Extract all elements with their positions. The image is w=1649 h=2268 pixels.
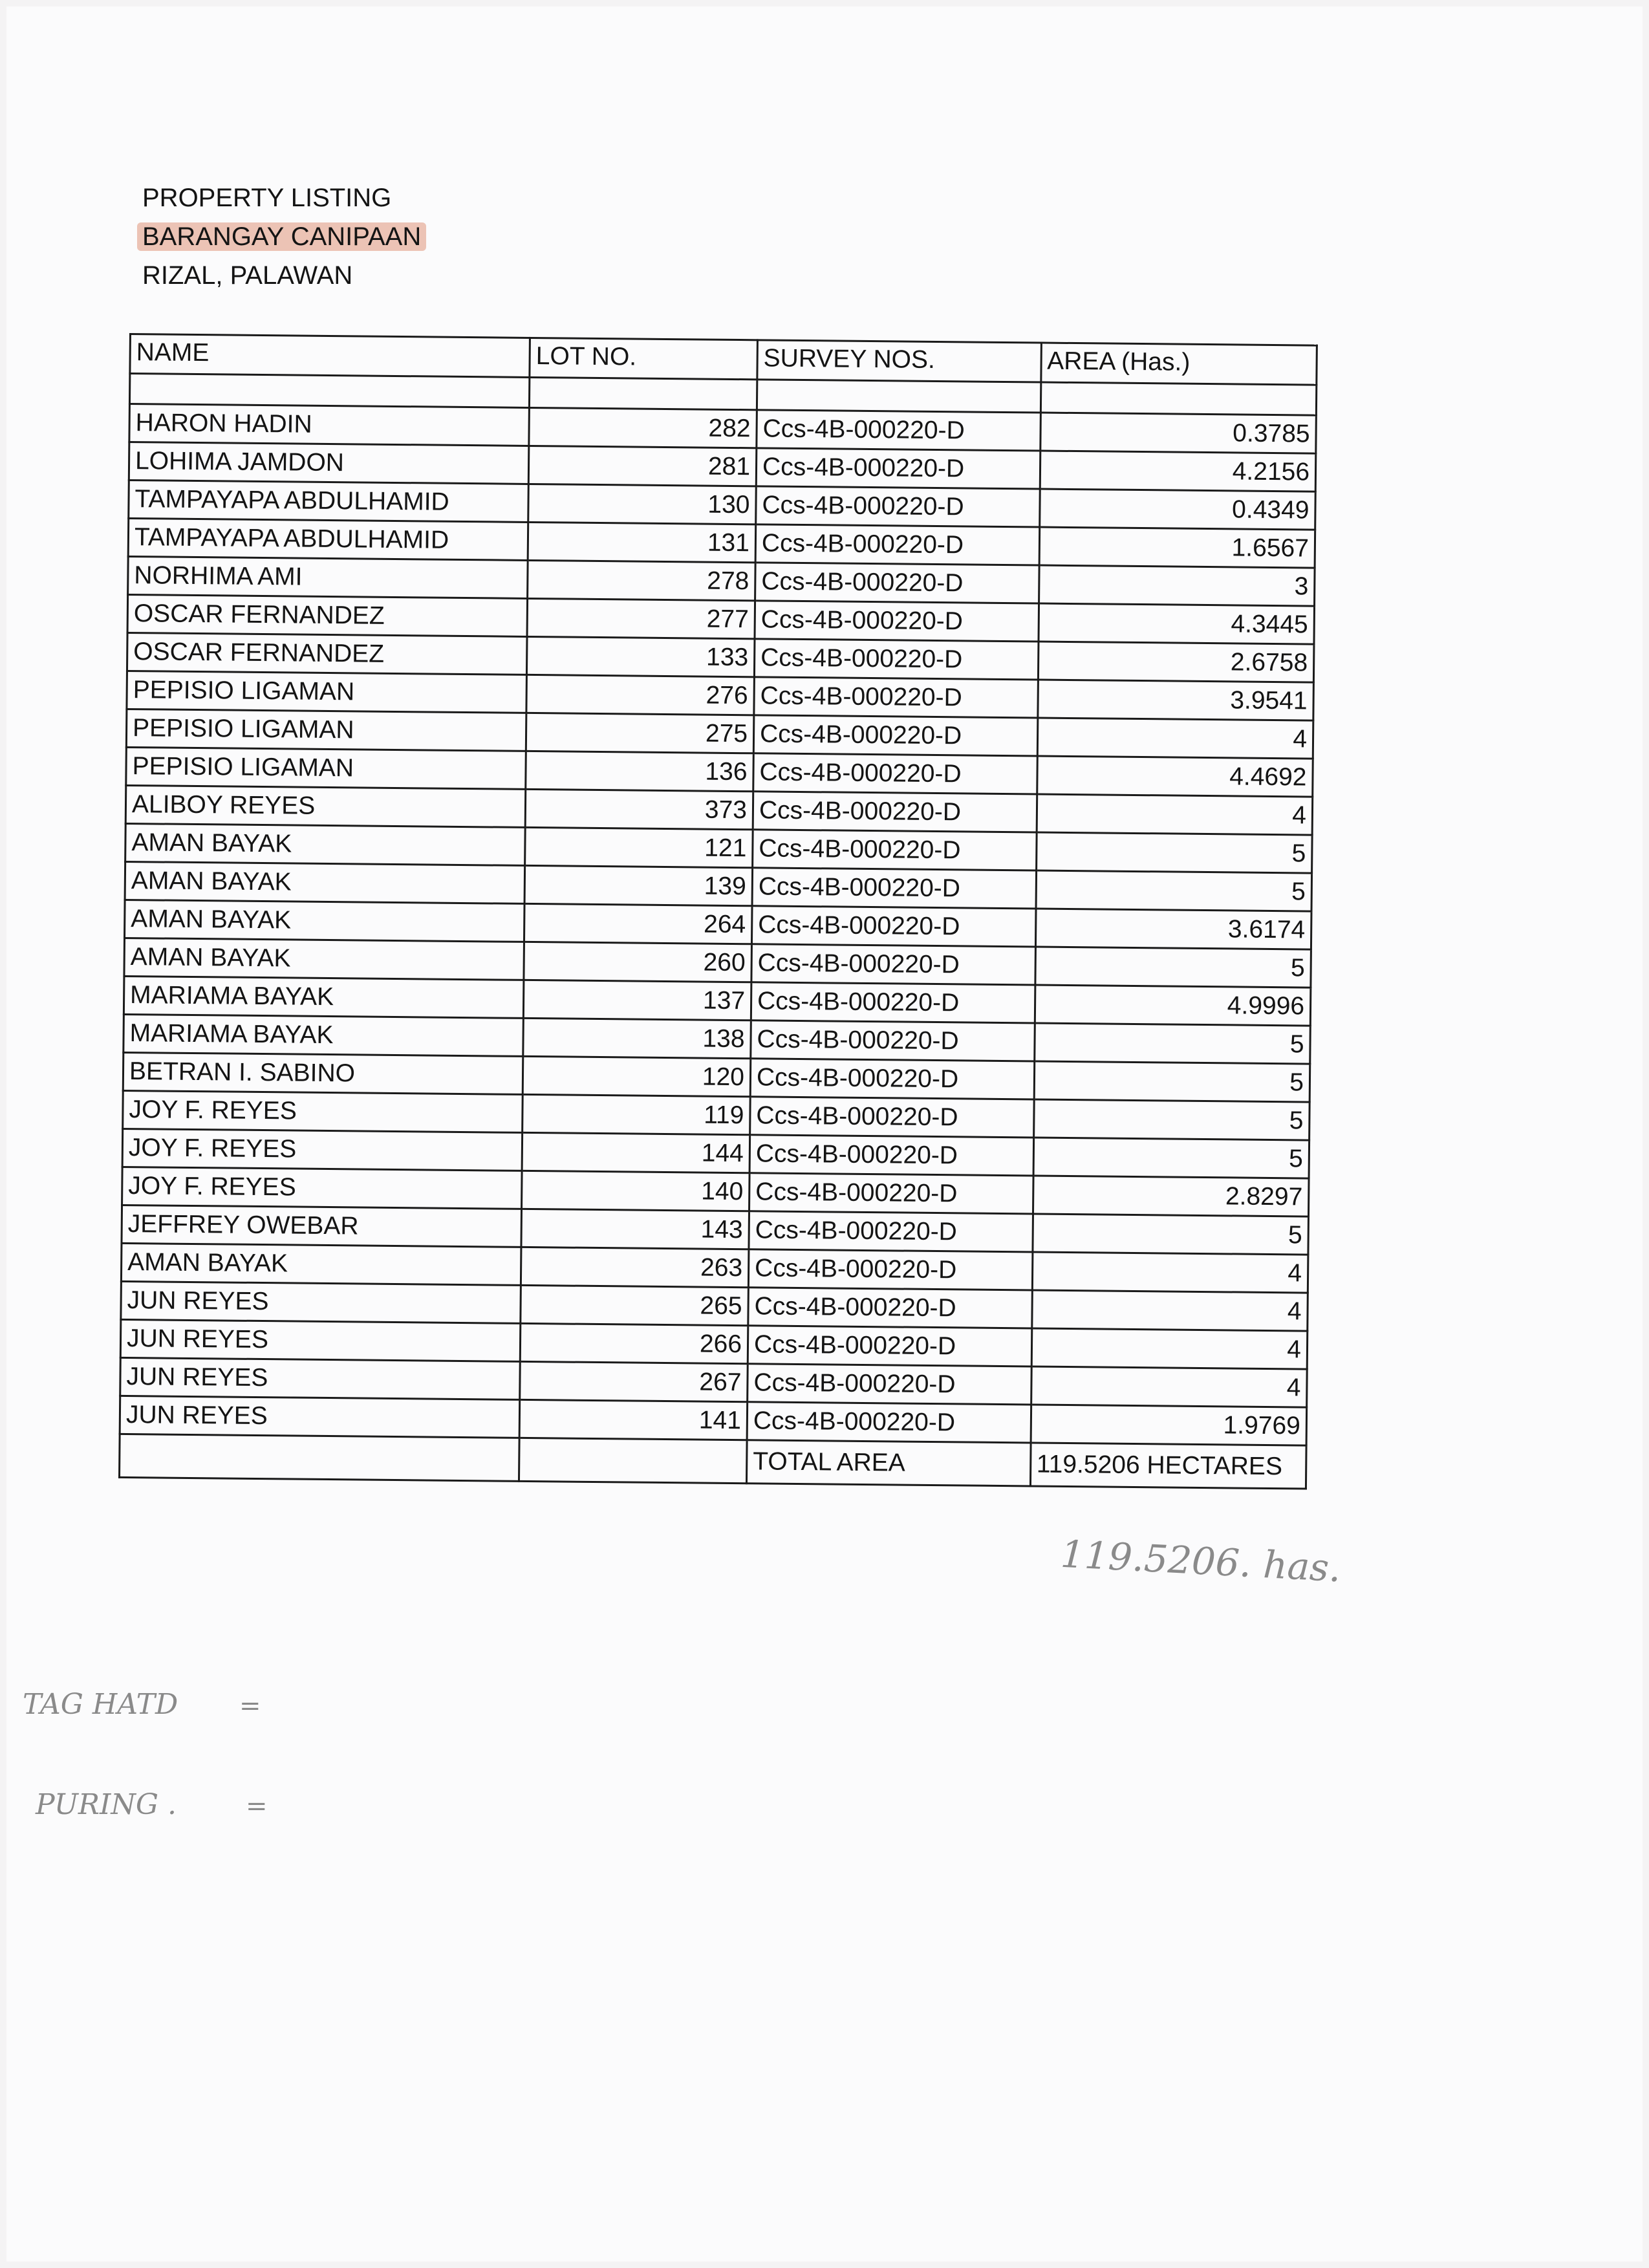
lot-number-cell: 120 [523, 1056, 750, 1096]
survey-number-cell: Ccs-4B-000220-D [748, 1364, 1031, 1405]
survey-number-cell: Ccs-4B-000220-D [754, 677, 1038, 718]
survey-number-cell: Ccs-4B-000220-D [747, 1402, 1031, 1443]
header-title: PROPERTY LISTING [142, 184, 392, 212]
owner-name-cell: PEPISIO LIGAMAN [126, 747, 526, 789]
table-cell [519, 1438, 748, 1483]
survey-number-cell: Ccs-4B-000220-D [748, 1249, 1032, 1290]
column-header-name: NAME [130, 334, 530, 378]
total-value: 119.5206 HECTARES [1030, 1443, 1306, 1489]
owner-name-cell: MARIAMA BAYAK [124, 976, 524, 1018]
owner-name-cell: JEFFREY OWEBAR [122, 1205, 522, 1247]
owner-name-cell: AMAN BAYAK [125, 900, 525, 942]
survey-number-cell: Ccs-4B-000220-D [751, 1021, 1035, 1061]
area-cell: 3.9541 [1037, 680, 1313, 720]
table-cell [1040, 382, 1317, 415]
column-header-area: AREA (Has.) [1040, 343, 1317, 385]
area-cell: 3.6174 [1035, 909, 1311, 949]
handwritten-total-note: 119.5206. has. [1059, 1531, 1342, 1591]
area-cell: 0.3785 [1040, 413, 1316, 453]
handwritten-mark-1: = [239, 1691, 261, 1721]
table-cell [757, 380, 1040, 413]
area-cell: 1.6567 [1039, 527, 1315, 568]
header-location: RIZAL, PALAWAN [142, 261, 353, 290]
survey-number-cell: Ccs-4B-000220-D [750, 1097, 1034, 1138]
survey-number-cell: Ccs-4B-000220-D [748, 1288, 1032, 1328]
lot-number-cell: 137 [523, 980, 751, 1020]
owner-name-cell: PEPISIO LIGAMAN [127, 671, 527, 713]
lot-number-cell: 282 [529, 407, 757, 448]
owner-name-cell: JUN REYES [120, 1396, 520, 1438]
area-cell: 2.6758 [1038, 642, 1314, 682]
lot-number-cell: 139 [524, 865, 752, 905]
area-cell: 5 [1033, 1138, 1310, 1178]
handwritten-note-1: TAG HATD [23, 1688, 178, 1721]
lot-number-cell: 131 [528, 522, 755, 562]
owner-name-cell: JUN REYES [120, 1357, 521, 1399]
survey-number-cell: Ccs-4B-000220-D [756, 486, 1040, 527]
document-header [142, 178, 426, 295]
survey-number-cell: Ccs-4B-000220-D [751, 906, 1035, 947]
owner-name-cell: NORHIMA AMI [128, 556, 528, 598]
lot-number-cell: 141 [519, 1399, 747, 1440]
lot-number-cell: 267 [520, 1361, 748, 1401]
area-cell: 3 [1039, 565, 1315, 606]
lot-number-cell: 281 [528, 446, 756, 486]
owner-name-cell: TAMPAYAPA ABDULHAMID [129, 481, 529, 523]
owner-name-cell: HARON HADIN [129, 404, 530, 446]
owner-name-cell: LOHIMA JAMDON [129, 442, 529, 484]
lot-number-cell: 266 [520, 1323, 748, 1363]
area-cell: 4.4692 [1037, 756, 1313, 797]
owner-name-cell: JOY F. REYES [123, 1090, 523, 1132]
area-cell: 5 [1033, 1099, 1310, 1140]
survey-number-cell: Ccs-4B-000220-D [749, 1135, 1033, 1176]
survey-number-cell: Ccs-4B-000220-D [751, 982, 1035, 1023]
area-cell: 0.4349 [1039, 489, 1315, 530]
lot-number-cell: 263 [521, 1247, 749, 1287]
table-body [120, 374, 1317, 1446]
area-cell: 5 [1033, 1214, 1309, 1255]
owner-name-cell: JUN REYES [121, 1281, 521, 1323]
survey-number-cell: Ccs-4B-000220-D [755, 563, 1039, 603]
area-cell: 4 [1032, 1252, 1308, 1293]
area-cell: 5 [1035, 947, 1311, 988]
survey-number-cell: Ccs-4B-000220-D [750, 1059, 1034, 1099]
survey-number-cell: Ccs-4B-000220-D [757, 410, 1040, 451]
area-cell: 4 [1031, 1328, 1308, 1369]
lot-number-cell: 265 [521, 1285, 748, 1325]
survey-number-cell: Ccs-4B-000220-D [753, 830, 1037, 870]
owner-name-cell: AMAN BAYAK [125, 823, 526, 865]
table-cell [530, 377, 757, 409]
area-cell: 4.9996 [1035, 985, 1311, 1026]
area-cell: 1.9769 [1031, 1405, 1307, 1445]
owner-name-cell: AMAN BAYAK [124, 938, 524, 980]
lot-number-cell: 144 [522, 1132, 749, 1172]
area-cell: 4 [1037, 718, 1313, 759]
survey-number-cell: Ccs-4B-000220-D [756, 448, 1040, 489]
table-cell [120, 1434, 520, 1481]
area-cell: 5 [1034, 1061, 1310, 1102]
area-cell: 5 [1036, 870, 1312, 911]
survey-number-cell: Ccs-4B-000220-D [749, 1211, 1033, 1252]
survey-number-cell: Ccs-4B-000220-D [749, 1173, 1033, 1214]
owner-name-cell: PEPISIO LIGAMAN [126, 709, 526, 751]
area-cell: 5 [1034, 1023, 1310, 1064]
header-barangay [142, 217, 426, 256]
owner-name-cell: OSCAR FERNANDEZ [127, 594, 528, 636]
survey-number-cell: Ccs-4B-000220-D [753, 715, 1037, 756]
survey-number-cell: Ccs-4B-000220-D [755, 524, 1039, 565]
total-label: TOTAL AREA [746, 1440, 1030, 1486]
owner-name-cell: BETRAN I. SABINO [123, 1052, 523, 1094]
handwritten-mark-2: = [246, 1791, 268, 1821]
table-cell [129, 374, 530, 408]
lot-number-cell: 140 [522, 1171, 749, 1211]
owner-name-cell: AMAN BAYAK [121, 1243, 521, 1285]
survey-number-cell: Ccs-4B-000220-D [751, 944, 1035, 985]
lot-number-cell: 119 [523, 1094, 750, 1134]
lot-number-cell: 264 [524, 903, 752, 944]
column-header-survey: SURVEY NOS. [757, 340, 1041, 382]
survey-number-cell: Ccs-4B-000220-D [753, 753, 1037, 794]
area-cell: 5 [1036, 832, 1312, 873]
owner-name-cell: ALIBOY REYES [125, 785, 526, 827]
column-header-lot: LOT NO. [530, 338, 757, 379]
property-table [118, 333, 1318, 1490]
survey-number-cell: Ccs-4B-000220-D [748, 1326, 1031, 1366]
owner-name-cell: MARIAMA BAYAK [124, 1014, 524, 1056]
lot-number-cell: 276 [526, 675, 754, 715]
lot-number-cell: 136 [526, 751, 753, 791]
survey-number-cell: Ccs-4B-000220-D [754, 639, 1038, 680]
highlighted-barangay: BARANGAY CANIPAAN [137, 222, 426, 251]
survey-number-cell: Ccs-4B-000220-D [753, 792, 1037, 832]
survey-number-cell: Ccs-4B-000220-D [755, 601, 1039, 642]
lot-number-cell: 373 [525, 789, 753, 829]
lot-number-cell: 133 [527, 636, 755, 676]
lot-number-cell: 275 [526, 713, 753, 753]
area-cell: 4.2156 [1040, 451, 1316, 491]
owner-name-cell: JUN REYES [120, 1319, 521, 1361]
owner-name-cell: JOY F. REYES [122, 1129, 523, 1171]
area-cell: 4 [1037, 794, 1313, 835]
survey-number-cell: Ccs-4B-000220-D [752, 868, 1036, 909]
area-cell: 4 [1031, 1290, 1308, 1331]
lot-number-cell: 278 [528, 560, 755, 600]
lot-number-cell: 130 [528, 484, 756, 524]
area-cell: 4.3445 [1039, 603, 1315, 644]
area-cell: 2.8297 [1033, 1176, 1309, 1216]
lot-number-cell: 260 [524, 942, 751, 982]
owner-name-cell: AMAN BAYAK [125, 861, 525, 903]
owner-name-cell: JOY F. REYES [122, 1167, 523, 1209]
lot-number-cell: 277 [527, 598, 755, 638]
lot-number-cell: 121 [525, 827, 753, 867]
owner-name-cell: OSCAR FERNANDEZ [127, 632, 527, 675]
handwritten-note-2: PURING . [36, 1788, 177, 1821]
lot-number-cell: 138 [523, 1018, 751, 1058]
area-cell: 4 [1031, 1366, 1307, 1407]
owner-name-cell: TAMPAYAPA ABDULHAMID [128, 519, 528, 561]
lot-number-cell: 143 [521, 1209, 749, 1249]
